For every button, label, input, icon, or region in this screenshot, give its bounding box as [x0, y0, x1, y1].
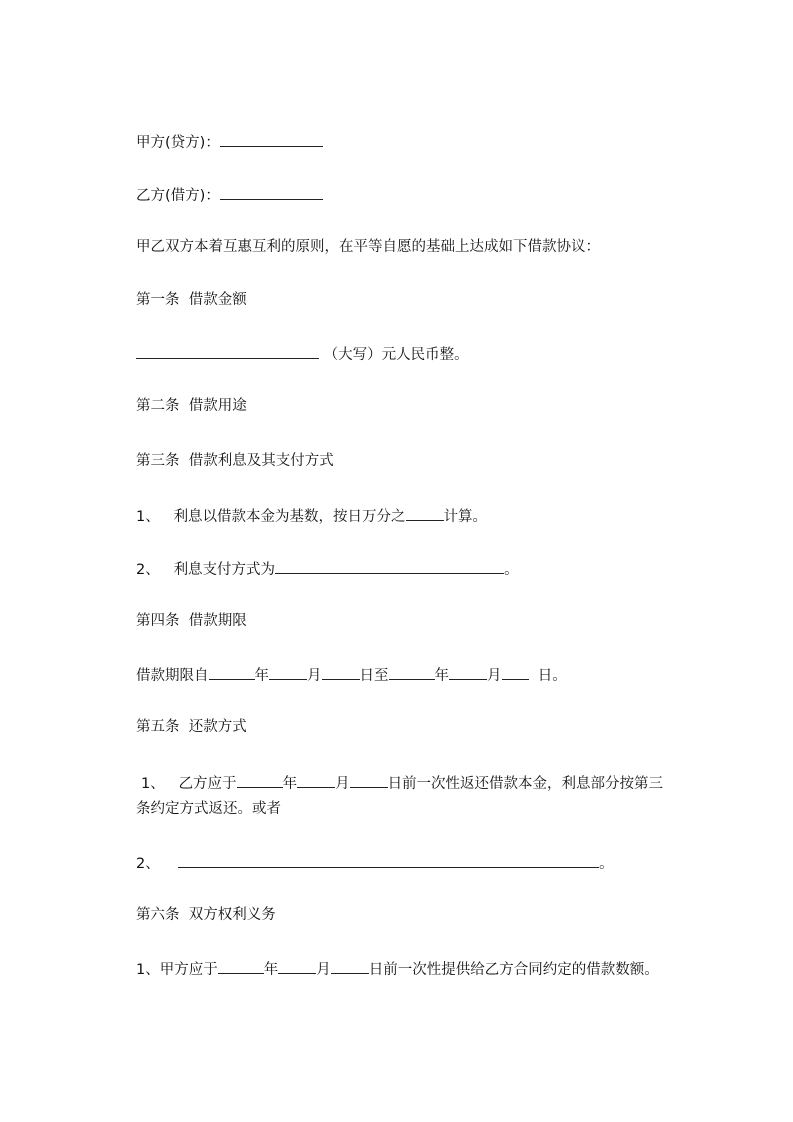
start-day-blank[interactable] [322, 664, 360, 680]
repay-prefix: 乙方应于 [178, 776, 237, 792]
article-5-title: 第五条 还款方式 [136, 719, 247, 735]
article-6-title: 第六条 双方权利义务 [136, 907, 276, 923]
intro-text: 甲乙双方本着互惠互利的原则，在平等自愿的基础上达成如下借款协议： [136, 239, 600, 255]
lend-year-blank[interactable] [218, 958, 264, 974]
payment-method-blank[interactable] [275, 558, 504, 574]
repay-alternative-blank[interactable] [178, 852, 599, 868]
article-4-term-line [136, 664, 567, 686]
article-6-item-1 [136, 958, 659, 980]
repay-alternative-suffix: 。 [599, 856, 614, 872]
item-number: 1、 [136, 509, 160, 525]
interest-rate-blank[interactable] [406, 505, 444, 521]
article-4-title: 第四条 借款期限 [136, 613, 247, 629]
year-label: 年 [254, 668, 269, 684]
article-3-item-2 [136, 558, 519, 580]
payment-method-suffix: 。 [504, 562, 519, 578]
start-year-blank[interactable] [209, 664, 255, 680]
lend-suffix: 日前一次性提供给乙方合同约定的借款数额。 [368, 962, 659, 978]
end-year-blank[interactable] [389, 664, 435, 680]
article-1-title: 第一条 借款金额 [136, 292, 247, 308]
article-3-title: 第三条 借款利息及其支付方式 [136, 453, 334, 469]
repay-month-blank[interactable] [297, 772, 335, 788]
term-prefix: 借款期限自 [136, 668, 209, 684]
repay-suffix: 日前一次性返还借款本金，利息部分按第三 [387, 776, 664, 792]
party-b-label: 乙方(借方)： [136, 188, 220, 204]
party-a-blank[interactable] [220, 131, 323, 147]
article-3-item-1 [136, 505, 487, 527]
article-5-item-2 [136, 852, 614, 874]
month-label: 月 [487, 668, 502, 684]
day-end-label: 日。 [537, 668, 567, 684]
year-label: 年 [434, 668, 449, 684]
lend-prefix: 1、甲方应于 [136, 962, 218, 978]
day-to-label: 日至 [359, 668, 389, 684]
lend-month-blank[interactable] [278, 958, 316, 974]
amount-suffix: （大写）元人民币整。 [323, 347, 469, 363]
party-a-label: 甲方(贷方)： [136, 135, 220, 151]
payment-method-text: 利息支付方式为 [173, 562, 276, 578]
item-number: 2、 [136, 562, 160, 578]
party-a-line [136, 131, 323, 153]
article-5-item-1-line-2: 条约定方式返还。或者 [136, 801, 281, 817]
item-number: 1、 [141, 776, 165, 792]
end-day-blank[interactable] [502, 664, 529, 680]
start-month-blank[interactable] [269, 664, 307, 680]
item-number: 2、 [136, 856, 160, 872]
party-b-blank[interactable] [220, 184, 323, 200]
article-2-title: 第二条 借款用途 [136, 398, 247, 414]
month-label: 月 [307, 668, 322, 684]
party-b-line [136, 184, 323, 206]
year-label: 年 [263, 962, 279, 978]
lend-day-blank[interactable] [331, 958, 369, 974]
article-1-amount-line [136, 343, 469, 365]
interest-rate-text: 利息以借款本金为基数，按日万分之 [173, 509, 406, 525]
end-month-blank[interactable] [449, 664, 487, 680]
repay-year-blank[interactable] [237, 772, 283, 788]
article-5-item-1 [141, 772, 663, 794]
interest-rate-suffix: 计算。 [443, 509, 488, 525]
month-label: 月 [335, 776, 350, 792]
amount-blank[interactable] [136, 343, 319, 359]
year-label: 年 [282, 776, 298, 792]
month-label: 月 [316, 962, 331, 978]
repay-day-blank[interactable] [350, 772, 388, 788]
